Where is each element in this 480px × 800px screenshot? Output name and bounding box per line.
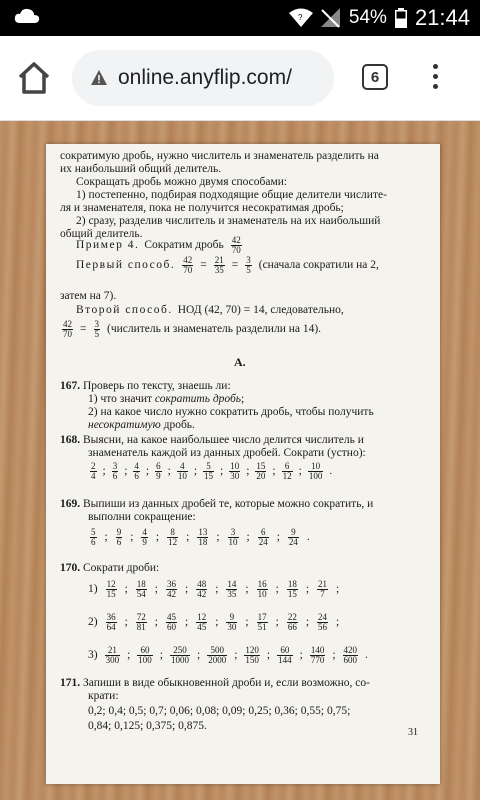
fraction: $\frac{500}{2000}$ xyxy=(208,645,227,665)
fraction: $\frac{14}{35}$ xyxy=(227,579,237,599)
fraction: $\frac{140}{770}$ xyxy=(310,645,325,665)
section-heading: А. xyxy=(234,355,246,369)
separator: ; xyxy=(130,530,134,543)
fraction: $\frac{42}{70}$ xyxy=(183,255,193,275)
separator: ; xyxy=(215,582,219,595)
fraction: $\frac{16}{10}$ xyxy=(257,579,267,599)
fraction: $\frac{4}{6}$ xyxy=(134,461,139,481)
separator: ; xyxy=(159,648,163,661)
fraction: $\frac{10}{100}$ xyxy=(308,461,323,481)
text-line: 2) сразу, разделив числитель и знаменатель на их наибольший xyxy=(76,215,381,227)
fraction: $\frac{15}{20}$ xyxy=(256,461,266,481)
clock: 21:44 xyxy=(414,5,470,30)
separator: ; xyxy=(185,615,189,628)
separator: ; xyxy=(275,582,279,595)
separator: ; xyxy=(332,648,336,661)
separator: ; xyxy=(245,582,249,595)
separator: ; xyxy=(127,648,131,661)
separator: ; xyxy=(305,615,310,628)
fraction: $\frac{6}{9}$ xyxy=(156,461,161,481)
separator: ; xyxy=(185,582,189,595)
second-method-result: $\frac{42}{70}$ = $\frac{3}{5}$ (числитель и знаменатель разделили на 14). xyxy=(63,319,322,339)
second-method-note: (числитель и знаменатель разделили на 14). xyxy=(107,322,322,335)
status-bar xyxy=(0,0,480,36)
text-line: общий делитель. xyxy=(60,228,143,240)
first-method-label: Первый способ. xyxy=(76,258,176,271)
example-label: Пример 4. xyxy=(76,238,140,251)
separator: ; xyxy=(272,464,276,477)
separator: ; xyxy=(245,615,249,628)
fraction: $\frac{22}{66}$ xyxy=(287,612,297,632)
row-label: 3) xyxy=(88,648,98,661)
separator: . xyxy=(306,530,310,543)
text-line: несократимую дробь. xyxy=(88,419,195,431)
separator: . xyxy=(365,648,368,661)
fraction: $\frac{18}{15}$ xyxy=(287,579,297,599)
separator: ; xyxy=(216,530,220,543)
separator: ; xyxy=(155,530,160,543)
fraction: $\frac{10}{30}$ xyxy=(230,461,240,481)
text-line: ля и знаменателя, пока не получится несократимая дробь; xyxy=(60,202,344,214)
fraction: $\frac{250}{1000}$ xyxy=(171,645,189,665)
separator: ; xyxy=(145,464,150,477)
fraction: $\frac{9}{6}$ xyxy=(116,527,122,547)
fraction: $\frac{4}{10}$ xyxy=(177,461,187,481)
text-line: 0,84; 0,125; 0,375; 0,875. xyxy=(88,720,207,732)
fraction: $\frac{3}{5}$ xyxy=(94,319,99,339)
fraction: $\frac{36}{42}$ xyxy=(167,579,176,599)
separator: ; xyxy=(234,648,238,661)
text-line: 0,2; 0,4; 0,5; 0,7; 0,06; 0,08; 0,09; 0,25; 0,36; 0,55; 0,75; xyxy=(88,705,351,717)
fraction: $\frac{60}{144}$ xyxy=(278,645,292,665)
fraction: $\frac{3}{6}$ xyxy=(112,461,118,481)
fraction: $\frac{3}{10}$ xyxy=(228,527,238,547)
row-label: 2) xyxy=(88,615,98,628)
fraction: $\frac{4}{9}$ xyxy=(142,527,147,547)
fraction: $\frac{9}{24}$ xyxy=(288,527,298,547)
separator: ; xyxy=(124,582,128,595)
text-line: крати: xyxy=(88,690,119,702)
separator: ; xyxy=(305,582,310,595)
fraction-row xyxy=(88,613,339,632)
first-method: Первый способ. $\frac{42}{70}$ = $\frac{21}{35}$ = $\frac{3}{5}$ (сначала сократили на 2, xyxy=(76,255,379,275)
home-icon[interactable] xyxy=(16,61,52,95)
battery-percent: 54% xyxy=(348,7,387,28)
fraction: $\frac{21}{7}$ xyxy=(318,579,328,599)
fraction: $\frac{8}{12}$ xyxy=(168,527,178,547)
fraction: $\frac{2}{4}$ xyxy=(91,461,96,481)
text-line: 1) что значит сократить дробь; xyxy=(88,393,245,405)
separator: ; xyxy=(167,464,171,477)
book-page xyxy=(46,144,440,784)
tab-switcher-button[interactable]: 6 xyxy=(362,64,388,90)
separator: ; xyxy=(266,648,271,661)
cloud-icon xyxy=(14,8,40,24)
svg-text:?: ? xyxy=(297,13,303,22)
fraction: $\frac{420}{600}$ xyxy=(343,645,358,665)
fraction-row xyxy=(88,528,310,547)
separator: ; xyxy=(298,464,302,477)
fraction: $\frac{48}{42}$ xyxy=(197,579,207,599)
separator: ; xyxy=(276,530,280,543)
separator: ; xyxy=(154,615,158,628)
separator: ; xyxy=(336,615,340,628)
second-method xyxy=(76,304,344,318)
text-line: затем на 7). xyxy=(60,290,117,302)
fraction: $\frac{42}{70}$ xyxy=(63,319,72,339)
separator: ; xyxy=(246,530,250,543)
fraction: $\frac{42}{70}$ xyxy=(231,235,241,255)
separator: ; xyxy=(336,582,340,595)
separator: ; xyxy=(215,615,219,628)
fraction: $\frac{60}{100}$ xyxy=(138,645,152,665)
text-line: 2) на какое число нужно сократить дробь, чтобы получить xyxy=(88,406,374,418)
signal-off-icon xyxy=(321,8,341,28)
text-line: знаменатель каждой из данных дробей. Сократи (устно): xyxy=(88,447,366,459)
task-171: 171. Запиши в виде обыкновенной дроби и, если возможно, со- xyxy=(60,677,370,689)
separator: ; xyxy=(124,464,128,477)
fraction: $\frac{5}{6}$ xyxy=(91,527,96,547)
browser-toolbar xyxy=(0,36,480,121)
fraction: $\frac{21}{35}$ xyxy=(214,255,224,275)
task-169: 169. Выпиши из данных дробей те, которые можно сократить, и xyxy=(60,498,374,510)
separator: ; xyxy=(197,648,201,661)
fraction-row xyxy=(88,462,332,481)
fraction: $\frac{12}{45}$ xyxy=(197,612,207,632)
url-text[interactable]: online.anyflip.com/ xyxy=(118,66,292,89)
fraction: $\frac{13}{18}$ xyxy=(198,527,208,547)
fraction: $\frac{9}{30}$ xyxy=(227,612,237,632)
wifi-icon xyxy=(289,8,313,28)
fraction: $\frac{5}{15}$ xyxy=(204,461,214,481)
fraction: $\frac{120}{150}$ xyxy=(245,645,259,665)
separator: ; xyxy=(102,464,106,477)
fraction: $\frac{6}{24}$ xyxy=(258,527,268,547)
separator: ; xyxy=(220,464,224,477)
fraction-row xyxy=(88,646,368,665)
separator: ; xyxy=(246,464,250,477)
separator: ; xyxy=(299,648,303,661)
text-line: сократимую дробь, нужно числитель и знаменатель разделить на xyxy=(60,150,379,162)
fraction: $\frac{72}{81}$ xyxy=(136,612,146,632)
row-label: 1) xyxy=(88,582,98,595)
example-4 xyxy=(76,236,244,255)
task-167: 167. Проверь по тексту, знаешь ли: xyxy=(60,380,231,392)
battery-icon xyxy=(395,8,407,28)
separator: ; xyxy=(154,582,158,595)
fraction-row xyxy=(88,580,339,599)
text-line: Сокращать дробь можно двумя способами: xyxy=(76,176,288,188)
second-method-label: Второй способ. xyxy=(76,304,173,316)
text-line: 1) постепенно, подбирая подходящие общие делители числите- xyxy=(76,189,387,201)
separator: ; xyxy=(104,530,108,543)
fraction: $\frac{18}{54}$ xyxy=(136,579,146,599)
fraction: $\frac{24}{56}$ xyxy=(318,612,328,632)
fraction: $\frac{12}{15}$ xyxy=(106,579,116,599)
fraction: $\frac{3}{5}$ xyxy=(246,255,251,275)
more-menu-icon[interactable] xyxy=(430,64,440,94)
fraction: $\frac{45}{60}$ xyxy=(167,612,176,632)
warning-icon[interactable] xyxy=(90,69,108,87)
fraction: $\frac{36}{64}$ xyxy=(106,612,116,632)
page-number: 31 xyxy=(408,727,418,738)
separator: ; xyxy=(124,615,128,628)
first-method-note: (сначала сократили на 2, xyxy=(258,258,379,271)
address-bar[interactable] xyxy=(72,50,334,106)
separator: ; xyxy=(186,530,190,543)
separator: ; xyxy=(193,464,198,477)
fraction: $\frac{21}{300}$ xyxy=(105,645,120,665)
task-170: 170. Сократи дроби: xyxy=(60,562,160,574)
text-line: выполни сокращение: xyxy=(88,511,196,523)
second-method-text: НОД (42, 70) = 14, следовательно, xyxy=(177,304,344,316)
separator: . xyxy=(329,464,333,477)
fraction: $\frac{17}{51}$ xyxy=(257,612,267,632)
task-168: 168. Выясни, на какое наибольшее число делится числитель и xyxy=(60,434,364,446)
example-text: Сократим дробь xyxy=(144,238,224,251)
text-line: их наибольший общий делитель. xyxy=(60,163,222,175)
fraction: $\frac{6}{12}$ xyxy=(282,461,292,481)
separator: ; xyxy=(275,615,279,628)
